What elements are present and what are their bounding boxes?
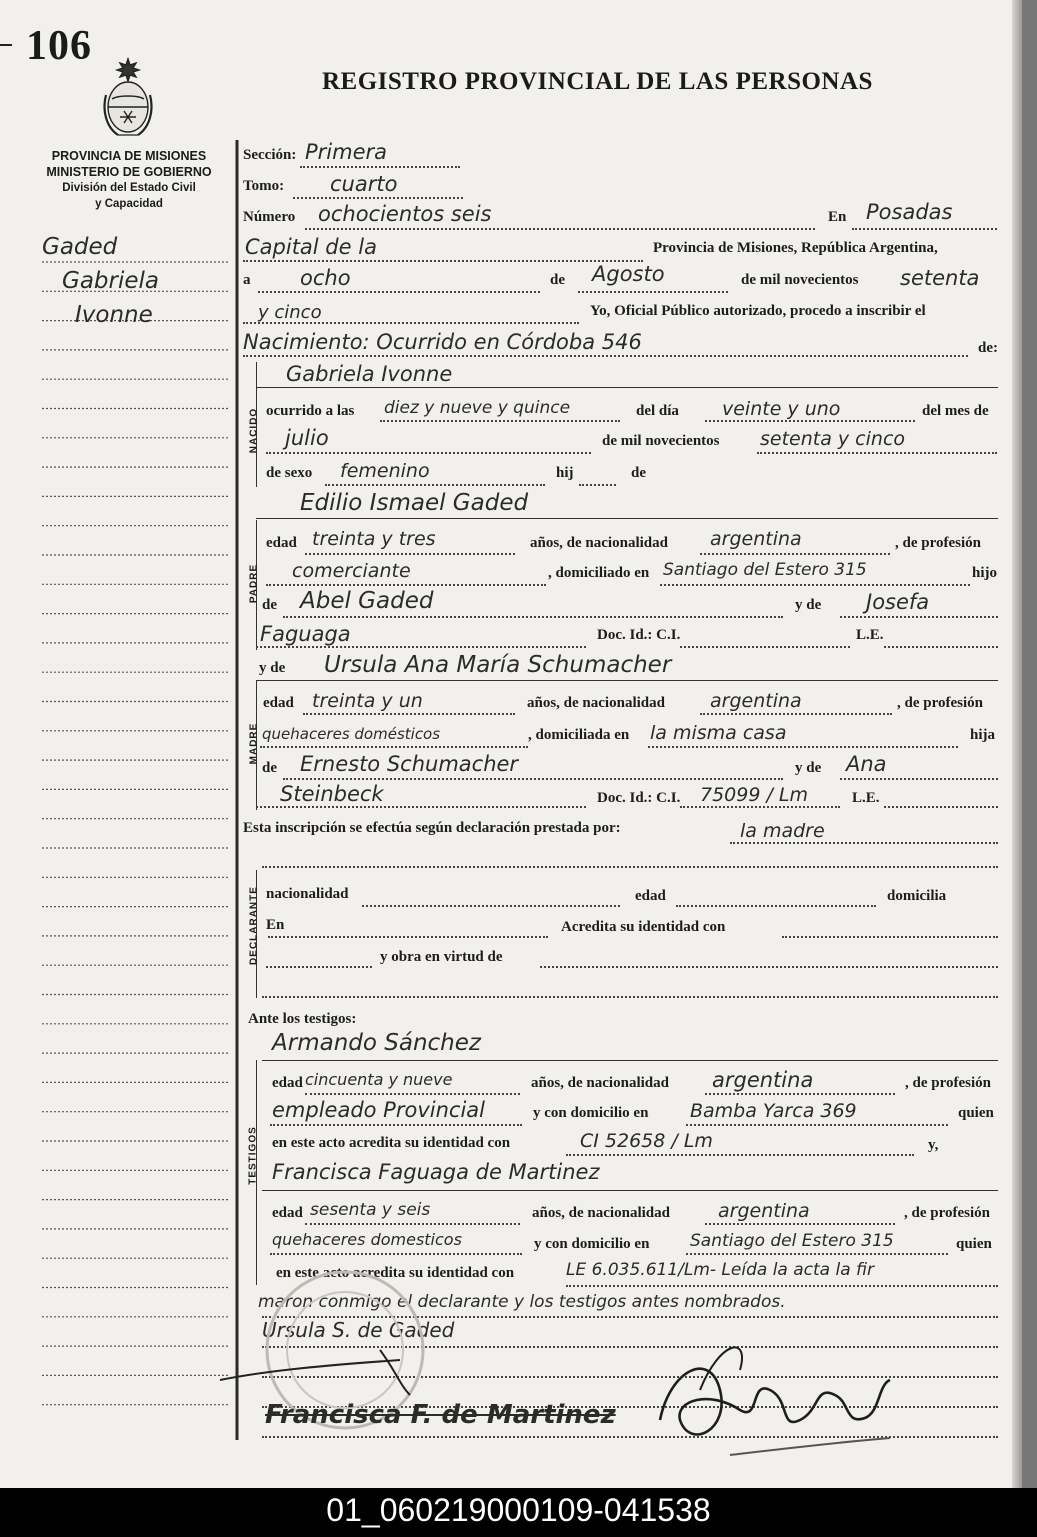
label-decl-obra: y obra en virtud de — [380, 949, 503, 965]
value-padre-nac: argentina — [710, 528, 802, 550]
value-t2-dom: Santiago del Estero 315 — [690, 1231, 894, 1251]
margin-surname: Gaded — [42, 234, 118, 260]
value-madre-ci: 75099 / Lm — [700, 784, 809, 806]
value-madre-dom: la misma casa — [650, 722, 787, 744]
value-madre-madre2: Steinbeck — [280, 782, 384, 806]
signature-witness2: Francisca F. de Martinez — [265, 1400, 616, 1430]
label-t1-quien: quien — [958, 1105, 994, 1121]
label-decl-edad: edad — [635, 888, 666, 904]
label-padre-doc: Doc. Id.: C.I. — [597, 627, 681, 643]
section-madre: MADRE — [248, 722, 260, 765]
value-testigo2: Francisca Faguaga de Martinez — [272, 1160, 600, 1184]
label-de: de — [550, 272, 565, 288]
label-numero: Número — [243, 209, 296, 225]
label-madre-anios: años, de nacionalidad — [527, 695, 665, 711]
label-madre-profesion: , de profesión — [897, 695, 983, 711]
value-padre-madre2: Faguaga — [260, 622, 351, 646]
label-sexo: de sexo — [266, 465, 313, 481]
label-tomo: Tomo: — [243, 178, 285, 194]
value-t2-edad: sesenta y seis — [310, 1200, 431, 1220]
label-yo: Yo, Oficial Público autorizado, procedo a inscribir el — [590, 303, 926, 319]
official-signature — [640, 1330, 900, 1470]
value-mes-nac: julio — [285, 426, 329, 450]
value-tomo: cuarto — [330, 172, 398, 196]
label-decl-nacionalidad: nacionalidad — [266, 886, 349, 902]
label-decl-acredita: Acredita su identidad con — [561, 919, 726, 935]
value-padre-dom: Santiago del Estero 315 — [663, 560, 867, 580]
value-sexo: femenino — [340, 460, 430, 482]
label-madre-y-de2: y de — [795, 760, 822, 776]
label-padre-de: de — [262, 597, 277, 613]
label-madre-doc: Doc. Id.: C.I. — [597, 790, 681, 806]
value-acto: Nacimiento: Ocurrido en Córdoba 546 — [243, 330, 642, 354]
value-padre-prof: comerciante — [292, 560, 411, 582]
value-testigo1: Armando Sánchez — [272, 1030, 481, 1056]
value-anio-nac: setenta y cinco — [760, 428, 906, 450]
section-declarante: DECLARANTE — [248, 886, 260, 965]
label-inscripcion: Esta inscripción se efectúa según declaración prestada por: — [243, 820, 621, 836]
label-madre-le: L.E. — [852, 790, 880, 806]
value-anio1: setenta — [900, 266, 980, 290]
value-anio2: y cinco — [258, 302, 322, 323]
registry-title: REGISTRO PROVINCIAL DE LAS PERSONAS — [322, 68, 873, 95]
page-edge — [1022, 0, 1037, 1488]
label-t2-domicilio: y con domicilio en — [534, 1236, 650, 1252]
value-t1-edad: cincuenta y nueve — [305, 1070, 453, 1089]
label-seccion: Sección: — [243, 147, 297, 163]
label-t1-edad: edad — [272, 1075, 303, 1091]
value-t1-nac: argentina — [712, 1068, 814, 1092]
label-del-dia: del día — [636, 403, 679, 419]
value-t2-prof: quehaceres domesticos — [272, 1230, 462, 1249]
label-t2-quien: quien — [956, 1236, 992, 1252]
label-t1-profesion: , de profesión — [905, 1075, 991, 1091]
value-mes: Agosto — [592, 262, 665, 286]
value-padre-edad: treinta y tres — [312, 528, 436, 550]
signature-mother: Ursula S. de Gaded — [262, 1318, 455, 1342]
scan-identifier: 01_060219000109-041538 — [326, 1492, 711, 1528]
label-t2-anios: años, de nacionalidad — [532, 1205, 670, 1221]
label-de2: de — [631, 465, 646, 481]
label-de-colon: de: — [978, 340, 998, 356]
label-padre-domiciliado: , domiciliado en — [548, 565, 650, 581]
label-padre-edad: edad — [266, 535, 297, 551]
value-t1-dom: Bamba Yarca 369 — [690, 1100, 857, 1122]
label-padre-profesion: , de profesión — [895, 535, 981, 551]
authority-province: PROVINCIA DE MISIONES — [51, 149, 207, 163]
value-padre-nombre: Edilio Ismael Gaded — [300, 490, 529, 516]
value-dia: ocho — [300, 266, 351, 290]
authority-ministry: MINISTERIO DE GOBIERNO — [46, 165, 212, 179]
label-t1-acredita: en este acto acredita su identidad con — [272, 1135, 511, 1151]
value-madre-nombre: Ursula Ana María Schumacher — [324, 652, 672, 678]
section-padre: PADRE — [248, 563, 260, 604]
margin-second-name: Ivonne — [75, 302, 153, 328]
label-madre-domiciliada: , domiciliada en — [528, 727, 630, 743]
value-padre-madre1: Josefa — [866, 590, 930, 614]
label-madre-edad: edad — [263, 695, 294, 711]
value-padre-padre: Abel Gaded — [300, 588, 434, 614]
value-t1-prof: empleado Provincial — [272, 1098, 485, 1122]
authority-capacity: y Capacidad — [95, 198, 163, 210]
value-madre-madre1: Ana — [846, 752, 887, 776]
label-madre-y-de: y de — [259, 660, 286, 676]
value-seccion: Primera — [305, 140, 388, 164]
label-decl-domicilia: domicilia — [887, 888, 947, 904]
label-t1-domicilio: y con domicilio en — [533, 1105, 649, 1121]
label-a: a — [243, 272, 251, 288]
label-t1-y: y, — [928, 1137, 939, 1153]
value-madre-prof: quehaceres domésticos — [262, 725, 441, 743]
value-t2-doc: LE 6.035.611/Lm- Leída la acta la fir — [566, 1260, 875, 1280]
label-padre-y-de: y de — [795, 597, 822, 613]
value-dia-nac: veinte y uno — [722, 398, 841, 420]
label-provincia: Provincia de Misiones, República Argentina, — [653, 240, 938, 256]
value-madre-nac: argentina — [710, 690, 802, 712]
label-madre-hija: hija — [970, 727, 996, 743]
folio-number: 106 — [26, 23, 92, 69]
label-padre-le: L.E. — [856, 627, 884, 643]
label-decl-en: En — [266, 917, 285, 933]
label-testigos: Ante los testigos: — [248, 1011, 357, 1027]
value-nacido-nombre: Gabriela Ivonne — [286, 362, 453, 386]
label-t2-acredita: en este acto acredita su identidad con — [276, 1265, 515, 1281]
margin-first-name: Gabriela — [62, 268, 159, 294]
authority-division: División del Estado Civil — [62, 182, 196, 194]
value-t1-doc: CI 52658 / Lm — [580, 1130, 713, 1152]
section-nacido: NACIDO — [248, 407, 260, 454]
value-closing: maron conmigo el declarante y los testigos antes nombrados. — [258, 1292, 786, 1312]
value-en: Posadas — [866, 200, 953, 224]
label-de-mil2: de mil novecientos — [602, 433, 720, 449]
value-capital: Capital de la — [245, 235, 377, 259]
value-madre-edad: treinta y un — [312, 690, 423, 712]
value-numero: ochocientos seis — [318, 202, 492, 226]
label-del-mes: del mes de — [922, 403, 989, 419]
label-en: En — [828, 209, 847, 225]
value-declarante: la madre — [740, 820, 825, 842]
label-de-mil: de mil novecientos — [741, 272, 859, 288]
label-madre-de: de — [262, 760, 277, 776]
label-t2-profesion: , de profesión — [904, 1205, 990, 1221]
section-testigos: TESTIGOS — [247, 1126, 259, 1185]
value-madre-padre: Ernesto Schumacher — [300, 752, 519, 776]
value-hora: diez y nueve y quince — [384, 398, 571, 418]
label-t1-anios: años, de nacionalidad — [531, 1075, 669, 1091]
value-t2-nac: argentina — [718, 1200, 810, 1222]
label-padre-anios: años, de nacionalidad — [530, 535, 668, 551]
label-hij: hij — [556, 465, 574, 481]
label-padre-hijo: hijo — [972, 565, 998, 581]
witness-signature-flourish — [210, 1340, 450, 1400]
label-ocurrido: ocurrido a las — [266, 403, 355, 419]
label-t2-edad: edad — [272, 1205, 303, 1221]
